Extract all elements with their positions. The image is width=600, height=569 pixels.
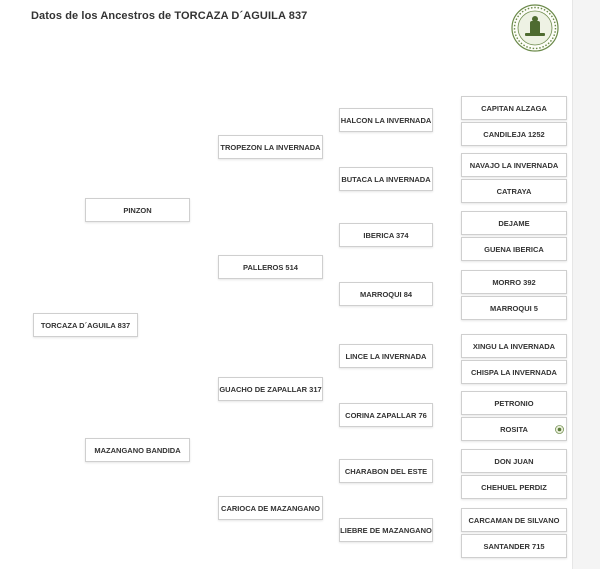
ggg-name: GUENA IBERICA: [484, 244, 544, 254]
ggg-card[interactable]: [461, 391, 567, 415]
great-grandparent-card[interactable]: [339, 459, 433, 483]
ggg-name: CAPITAN ALZAGA: [481, 103, 547, 113]
subject-name: TORCAZA D´AGUILA 837: [40, 320, 131, 330]
seal-mini-icon: [555, 425, 564, 434]
ggg-card[interactable]: [461, 534, 567, 558]
ggg-card[interactable]: [461, 449, 567, 473]
ggg-name: CANDILEJA 1252: [483, 129, 545, 139]
ggg-name: DON JUAN: [494, 456, 534, 466]
ggg-name: ROSITA: [500, 424, 528, 434]
grandparent-card[interactable]: [218, 377, 323, 401]
great-grandparent-name: LINCE LA INVERNADA: [345, 351, 427, 361]
ggg-name: CHEHUEL PERDIZ: [481, 482, 547, 492]
page-gutter: [572, 0, 600, 569]
great-grandparent-card[interactable]: [339, 167, 433, 191]
great-grandparent-name: IBERICA 374: [363, 230, 409, 240]
grandparent-card[interactable]: [218, 135, 323, 159]
great-grandparent-name: MARROQUI 84: [359, 289, 413, 299]
ggg-card[interactable]: [461, 296, 567, 320]
ggg-card[interactable]: [461, 237, 567, 261]
ggg-name: NAVAJO LA INVERNADA: [469, 160, 559, 170]
grandparent-card[interactable]: [218, 255, 323, 279]
grandparent-name: CARIOCA DE MAZANGANO: [221, 503, 320, 513]
sire-name: PINZON: [123, 205, 152, 215]
grandparent-name: TROPEZON LA INVERNADA: [220, 142, 321, 152]
ggg-name: CHISPA LA INVERNADA: [471, 367, 557, 377]
great-grandparent-name: HALCON LA INVERNADA: [340, 115, 432, 125]
subject-card[interactable]: [33, 313, 138, 337]
ggg-name: MORRO 392: [492, 277, 536, 287]
dam-name: MAZANGANO BANDIDA: [94, 445, 181, 455]
ggg-card[interactable]: [461, 153, 567, 177]
great-grandparent-name: BUTACA LA INVERNADA: [341, 174, 431, 184]
ggg-name: SANTANDER 715: [483, 541, 545, 551]
ggg-card[interactable]: [461, 475, 567, 499]
ggg-name: CATRAYA: [496, 186, 532, 196]
ggg-card[interactable]: [461, 179, 567, 203]
ggg-name: CARCAMAN DE SILVANO: [468, 515, 560, 525]
sire-card[interactable]: [85, 198, 190, 222]
ggg-card[interactable]: [461, 122, 567, 146]
great-grandparent-card[interactable]: [339, 403, 433, 427]
ggg-name: PETRONIO: [494, 398, 534, 408]
great-grandparent-card[interactable]: [339, 223, 433, 247]
ggg-name: XINGU LA INVERNADA: [472, 341, 556, 351]
grandparent-card[interactable]: [218, 496, 323, 520]
ggg-card[interactable]: [461, 270, 567, 294]
ggg-card[interactable]: [461, 508, 567, 532]
ggg-name: MARROQUI 5: [490, 303, 538, 313]
ggg-card[interactable]: [461, 96, 567, 120]
dam-card[interactable]: [85, 438, 190, 462]
ggg-card[interactable]: [461, 334, 567, 358]
ggg-name: DEJAME: [498, 218, 530, 228]
great-grandparent-card[interactable]: [339, 108, 433, 132]
ggg-card[interactable]: [461, 417, 567, 441]
page-title: Datos de los Ancestros de TORCAZA D´AGUILA 837: [31, 10, 308, 22]
great-grandparent-name: CHARABON DEL ESTE: [344, 466, 428, 476]
great-grandparent-card[interactable]: [339, 518, 433, 542]
grandparent-name: GUACHO DE ZAPALLAR 317: [219, 384, 322, 394]
great-grandparent-card[interactable]: [339, 282, 433, 306]
great-grandparent-name: CORINA ZAPALLAR 76: [345, 410, 427, 420]
grandparent-name: PALLEROS 514: [243, 262, 298, 272]
great-grandparent-card[interactable]: [339, 344, 433, 368]
ggg-card[interactable]: [461, 211, 567, 235]
association-seal-icon: [510, 3, 560, 53]
great-grandparent-name: LIEBRE DE MAZANGANO: [340, 525, 432, 535]
ggg-card[interactable]: [461, 360, 567, 384]
